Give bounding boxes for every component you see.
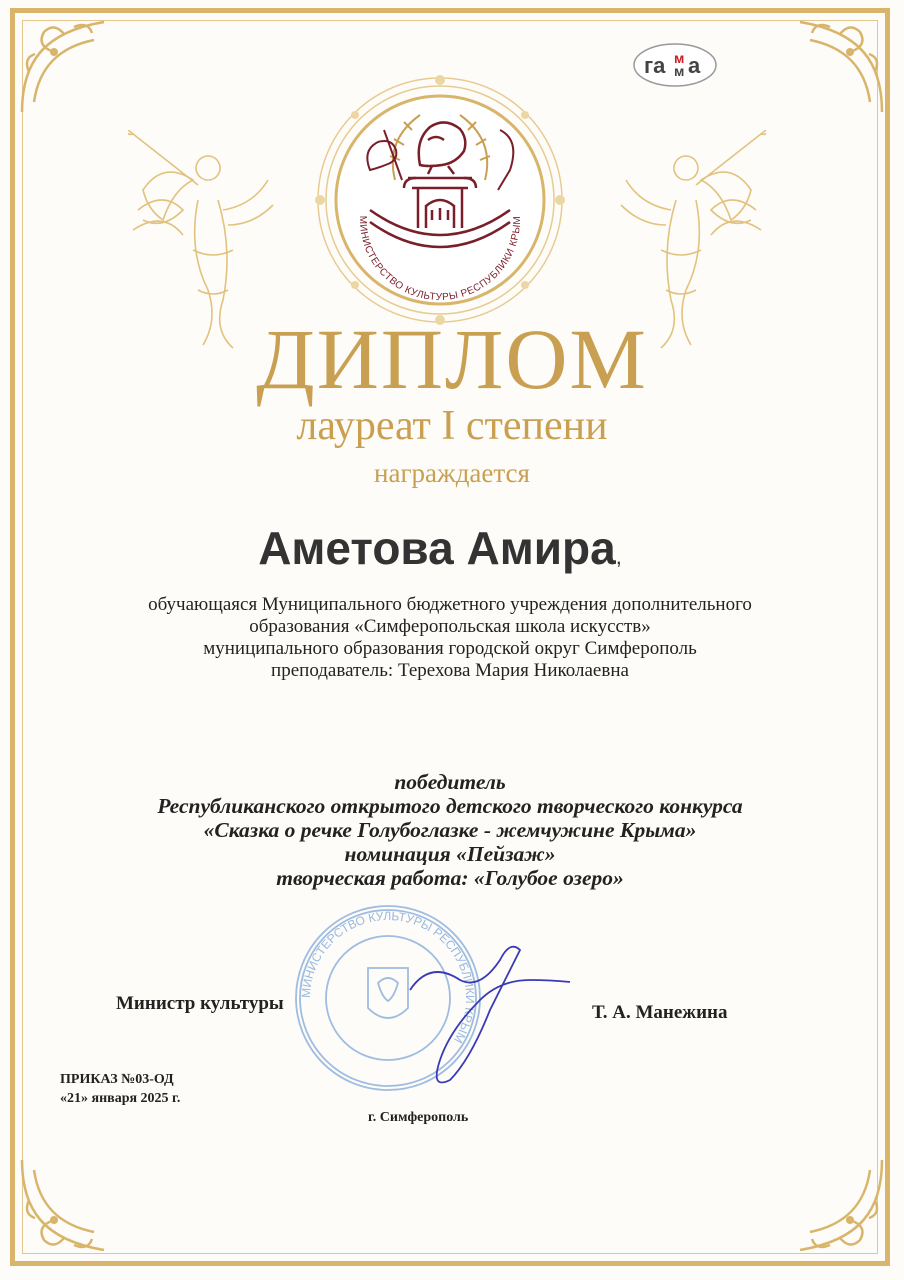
diploma-title: ДИПЛОМ xyxy=(256,311,648,407)
signatory-name: Т. А. Манежина xyxy=(592,1002,728,1023)
handwritten-signature xyxy=(380,910,580,1110)
recipient-name-line xyxy=(0,522,880,574)
corner-ornament-top-left xyxy=(14,12,124,122)
details-line: обучающаяся Муниципального бюджетного учреждения дополнительного xyxy=(148,594,752,615)
contest-line: победитель xyxy=(394,770,506,794)
order-number: ПРИКАЗ №03-ОД xyxy=(60,1072,174,1087)
order-info xyxy=(60,1070,180,1108)
gamma-logo-suffix: а xyxy=(688,53,701,78)
contest-block xyxy=(40,770,860,890)
recipient-name: Аметова Амира xyxy=(258,522,616,574)
ministry-emblem xyxy=(300,70,580,330)
gamma-logo xyxy=(632,42,718,88)
contest-line: Республиканского открытого детского творческого конкурса xyxy=(157,794,743,818)
gamma-logo-prefix: га xyxy=(644,53,666,78)
contest-line: «Сказка о речке Голубоглазке - жемчужине Крыма» xyxy=(203,818,697,842)
recipient-details xyxy=(60,594,840,682)
details-line: муниципального образования городской округ Симферополь xyxy=(203,638,697,659)
contest-line: номинация «Пейзаж» xyxy=(344,842,556,866)
awarded-label: награждается xyxy=(374,458,530,488)
gamma-logo-m-top: м xyxy=(674,50,685,66)
corner-ornament-top-right xyxy=(780,12,890,122)
details-line: образования «Симферопольская школа искусств» xyxy=(249,616,651,637)
signatory-title: Министр культуры xyxy=(116,993,284,1014)
emblem-ring-text: МИНИСТЕРСТВО КУЛЬТУРЫ РЕСПУБЛИКИ КРЫМ xyxy=(356,215,524,304)
city-label: г. Симферополь xyxy=(368,1110,469,1125)
corner-ornament-bottom-left xyxy=(14,1150,124,1260)
corner-ornament-bottom-right xyxy=(780,1150,890,1260)
diploma-subtitle: лауреат I степени xyxy=(296,403,608,449)
stamp-ring-text: МИНИСТЕРСТВО КУЛЬТУРЫ РЕСПУБЛИКИ КРЫМ xyxy=(298,908,478,1046)
details-line: преподаватель: Терехова Мария Николаевна xyxy=(271,660,629,681)
gamma-logo-m-bottom: м xyxy=(674,63,685,79)
recipient-comma: , xyxy=(615,544,622,569)
contest-line: творческая работа: «Голубое озеро» xyxy=(276,866,624,890)
order-date: «21» января 2025 г. xyxy=(60,1091,181,1106)
